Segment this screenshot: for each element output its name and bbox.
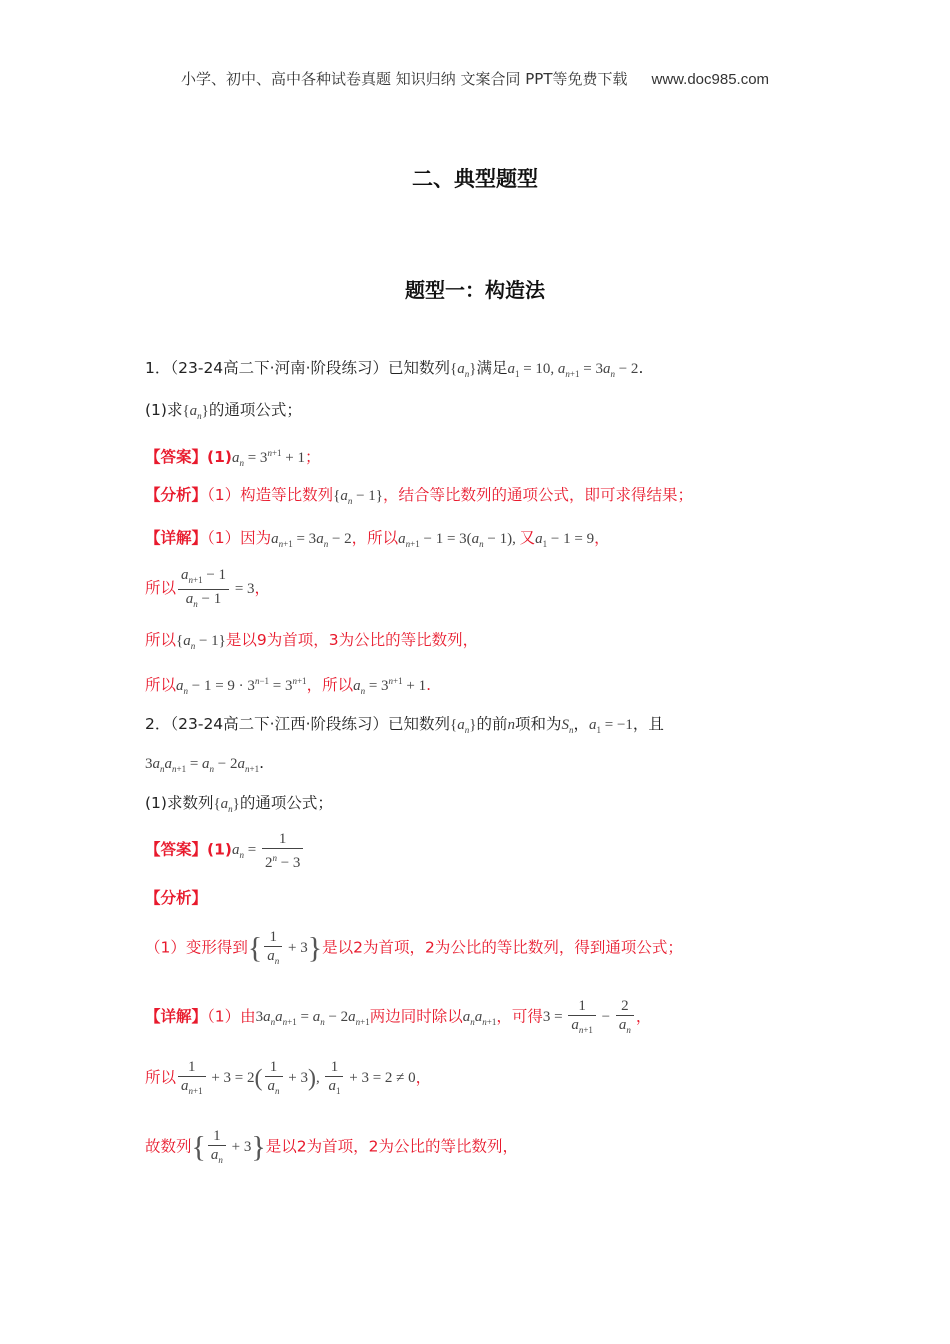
q2-detail-line2: 所以 $\frac{1}{a_{n+1}}$ + 3 = 2( $\frac{1}{a_n}$ + 3), $\frac{1}{a_1}$ + 3 = 2 ≠ 0，: [145, 1059, 432, 1096]
q2-analysis: （1）变形得到{ $\frac{1}{a_n}$ + 3}是以2为首项，2为公比的等比数列，得到通项公式；: [145, 929, 683, 966]
q1-line-geo: 所以$\{a_n - 1\}$是以9为首项，3为公比的等比数列，: [145, 631, 479, 651]
header-site[interactable]: www.doc985.com: [651, 71, 770, 88]
q2-answer: 【答案】$(1)a_n$ = $\frac{1}{2^n - 3}$: [145, 830, 305, 872]
q2-analysis-label: 【分析】: [145, 889, 208, 907]
q2-stem: 2．（23-24高二下·江西·阶段练习）已知数列$\{a_n\}$的前n项和为$S_n$，$a_1 = -1$，且: [145, 715, 664, 735]
q1-part1: (1)求$\{a_n\}$的通项公式；: [145, 401, 302, 421]
q1-line-result: 所以$a_n - 1 = 9 \cdot 3^{n-1} = 3^{n+1}$，所以$a_n = 3^{n+1} + 1$.: [145, 676, 432, 696]
q2-stem-eq: $3a_na_{n+1} = a_n - 2a_{n+1}$.: [145, 754, 265, 774]
q2-part1: (1)求数列$\{a_n\}$的通项公式；: [145, 794, 333, 814]
q1-analysis: 【分析】（1）构造等比数列$\{a_n - 1\}$，结合等比数列的通项公式，即可求得结果；: [145, 486, 694, 506]
header-text: 小学、初中、高中各种试卷真题 知识归纳 文案合同 PPT等免费下载: [180, 70, 628, 88]
q2-detail-line3: 故数列{ $\frac{1}{a_n}$ + 3}是以2为首项，2为公比的等比数列，: [145, 1128, 519, 1165]
subsection-title: 题型一：构造法: [405, 278, 545, 302]
q1-stem: 1．（23-24高二下·河南·阶段练习）已知数列$\{a_n\}$满足$a_1 = 10$, $a_{n+1} = 3a_n - 2$.: [145, 359, 644, 379]
section-title: 二、典型题型: [412, 167, 538, 191]
page-header: [0, 68, 950, 89]
q1-answer: 【答案】$(1)a_n = 3^{n+1} + 1$；: [145, 448, 321, 468]
q1-detail: 【详解】（1）因为$a_{n+1} = 3a_n - 2$，所以$a_{n+1} - 1 = 3(a_n - 1)$, 又$a_1 - 1 = 9$，: [145, 529, 610, 549]
q2-detail: 【详解】（1）由$3a_na_{n+1} = a_n - 2a_{n+1}$两边同时除以$a_na_{n+1}$，可得3 = $\frac{1}{a_{n+1}}$ − $\frac{2}{a_n}$ ，: [145, 998, 652, 1035]
q1-line-ratio: 所以 $\frac{a_{n+1} - 1}{a_n - 1}$ = 3，: [145, 567, 271, 609]
